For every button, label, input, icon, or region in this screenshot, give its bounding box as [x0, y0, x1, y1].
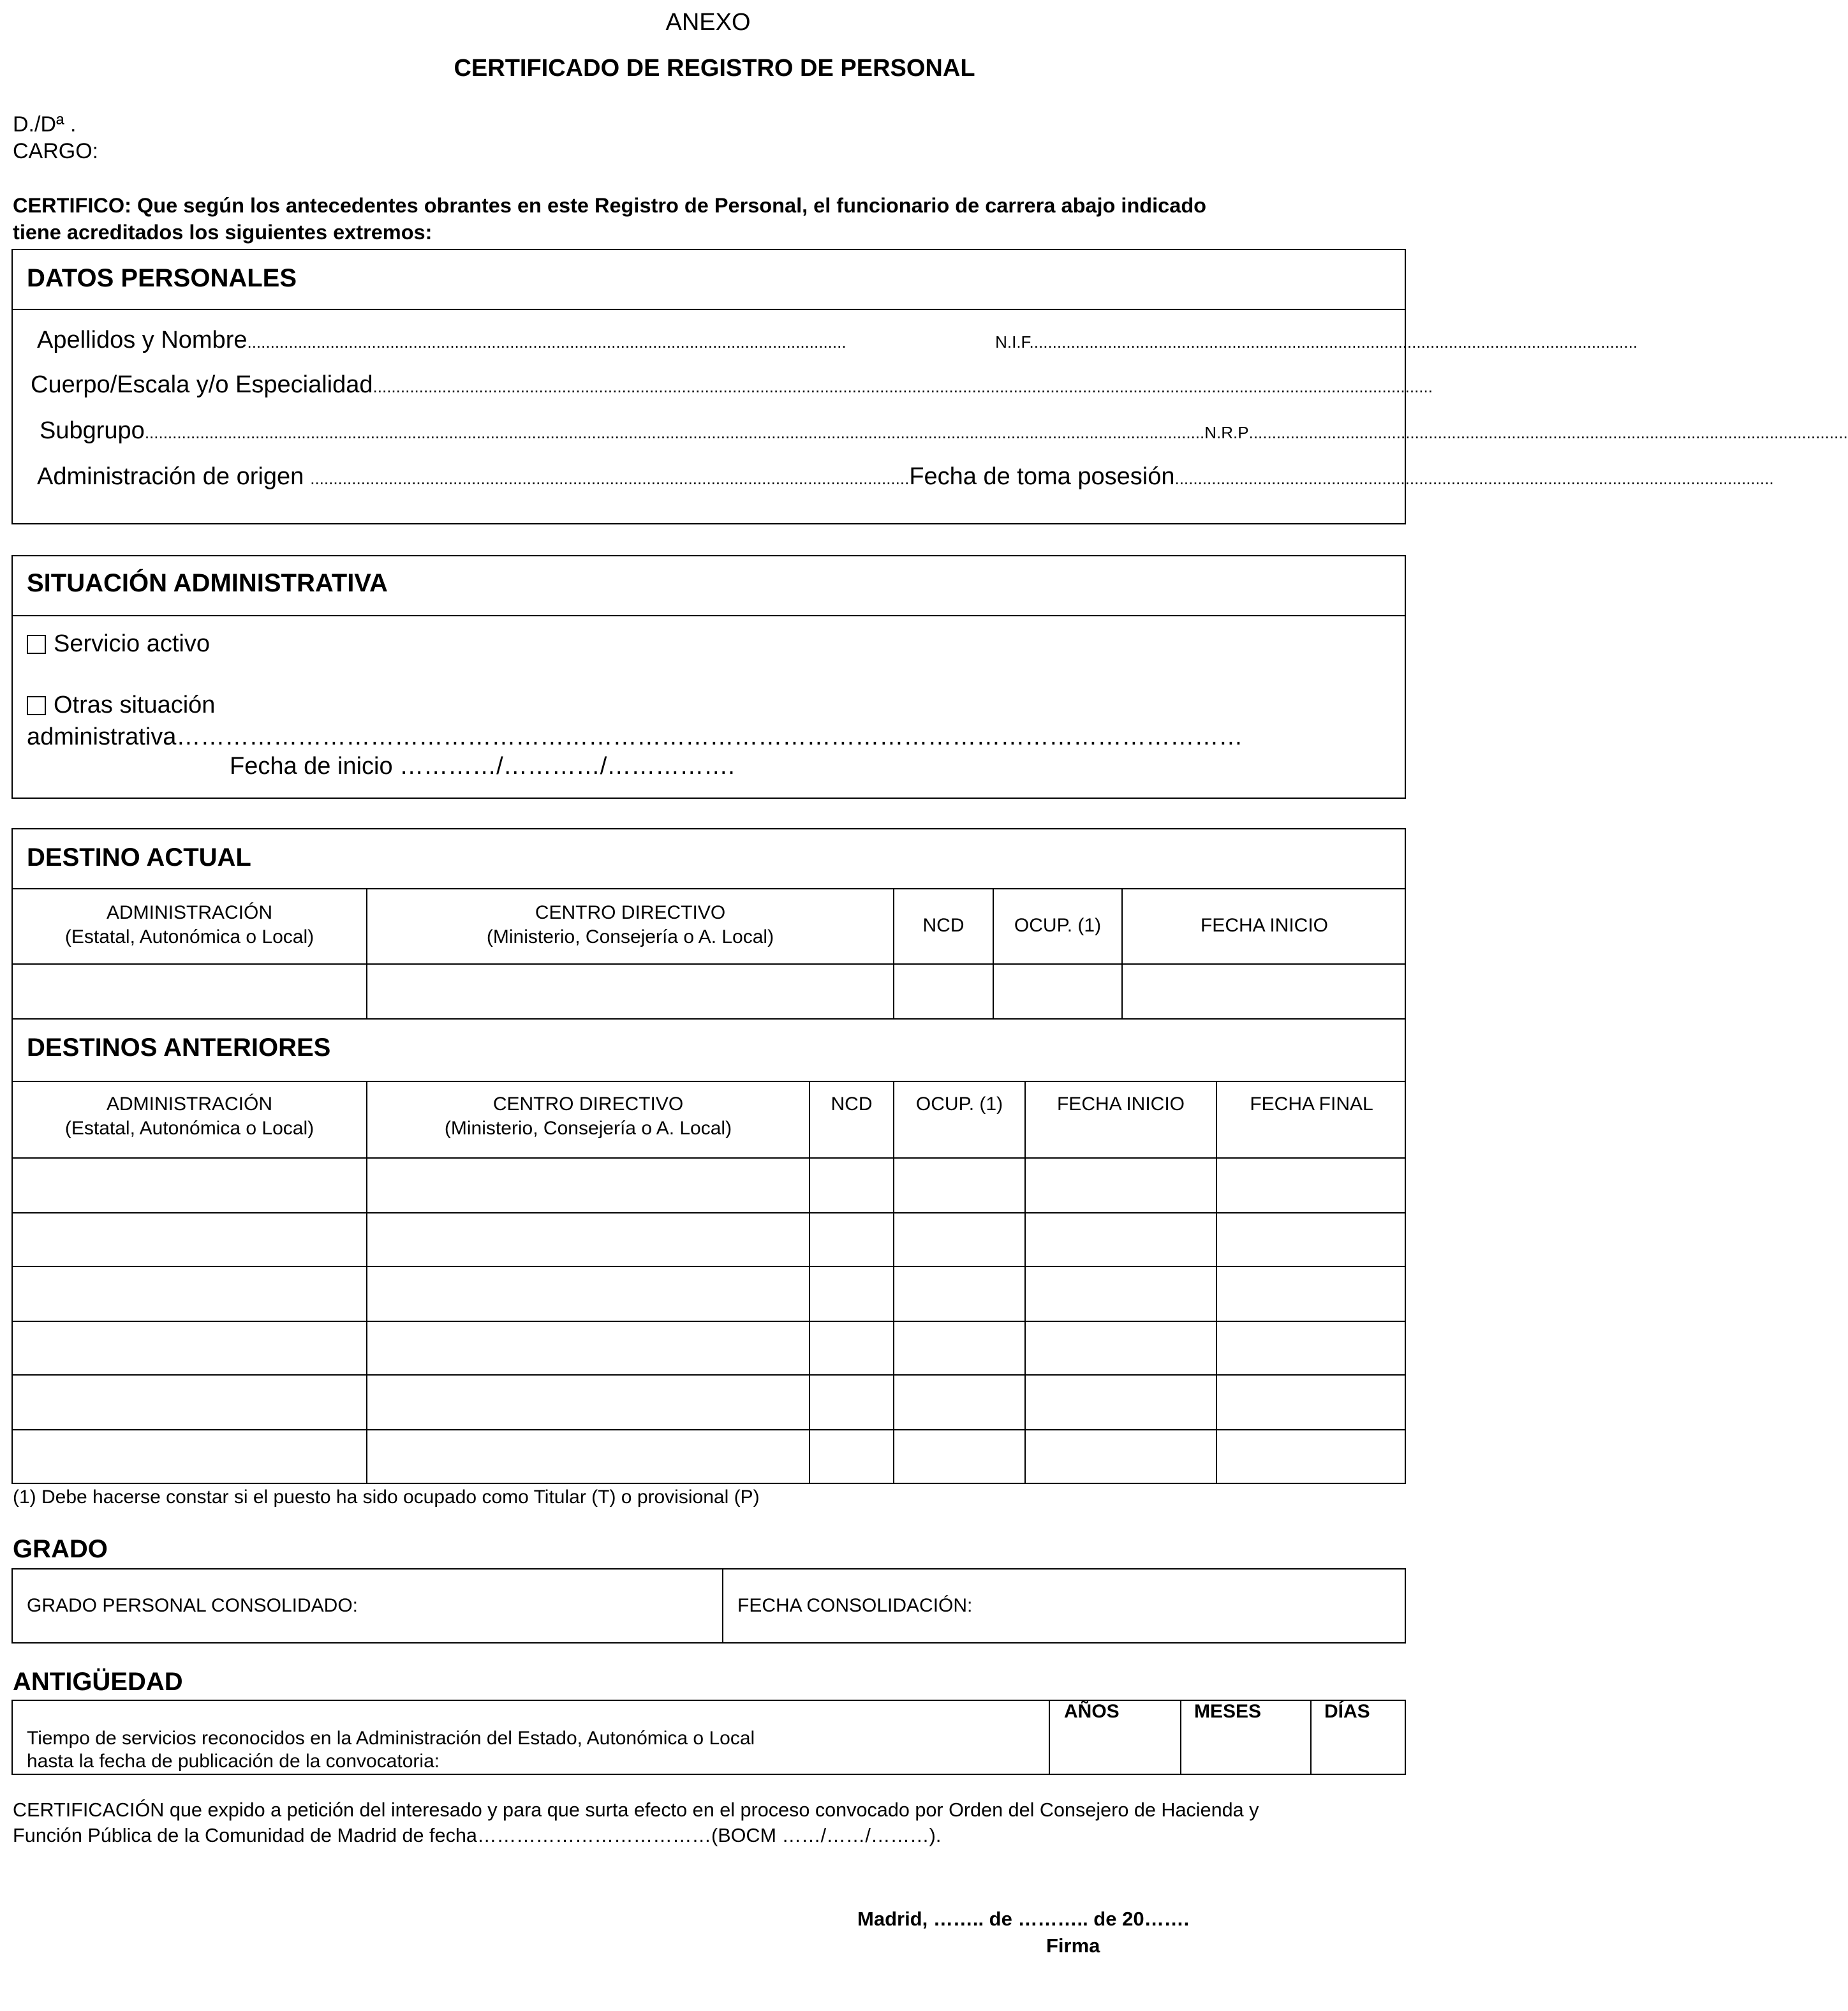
grado-personal-label: GRADO PERSONAL CONSOLIDADO:	[27, 1595, 358, 1616]
document-title: CERTIFICADO DE REGISTRO DE PERSONAL	[454, 55, 975, 82]
ocupacion-footnote: (1) Debe hacerse constar si el puesto ha sido ocupado como Titular (T) o provisional (P)	[13, 1487, 760, 1508]
cuerpo-row	[31, 371, 1433, 399]
destino-actual-col-centro	[367, 901, 893, 949]
fecha-consolidacion-label: FECHA CONSOLIDACIÓN:	[737, 1595, 973, 1616]
meses-input[interactable]	[1181, 1723, 1310, 1774]
destinos-anteriores-col-centro	[367, 1092, 809, 1141]
grado-personal-input[interactable]	[13, 1569, 722, 1642]
meses-label: MESES	[1194, 1701, 1262, 1722]
destino-actual-col-fecha-inicio: FECHA INICIO	[1200, 915, 1329, 936]
administracion-input[interactable]: ..................................................................................................................................	[310, 469, 910, 488]
destinos-anteriores-col-admin-subtitle: (Estatal, Autonómica o Local)	[64, 1118, 314, 1139]
situacion-heading: SITUACIÓN ADMINISTRATIVA	[27, 569, 388, 597]
apellidos-label: Apellidos y Nombre	[37, 327, 248, 353]
destino-actual-col-admin	[13, 901, 366, 949]
lugar-fecha-line: Madrid, …….. de ……….. de 20…….	[857, 1908, 1190, 1930]
anos-label: AÑOS	[1064, 1701, 1120, 1722]
destino-actual-centro-input[interactable]	[367, 965, 893, 1018]
administracion-row	[37, 463, 1774, 491]
fecha-consolidacion-input[interactable]	[723, 1569, 1405, 1642]
destinos-anteriores-row[interactable]	[13, 1430, 1405, 1483]
antiguedad-text-line-1: Tiempo de servicios reconocidos en la Administración del Estado, Autonómica o Local	[27, 1728, 755, 1749]
cargo-field-label: CARGO:	[13, 139, 99, 163]
destino-actual-col-centro-title: CENTRO DIRECTIVO	[535, 902, 726, 923]
administracion-label: Administración de origen	[37, 463, 304, 490]
destinos-anteriores-col-fecha-final: FECHA FINAL	[1250, 1094, 1373, 1115]
dias-label: DÍAS	[1324, 1701, 1370, 1722]
otras-situacion-input[interactable]: ……………………………………………………………………………………………………………………	[176, 724, 1243, 750]
nrp-input[interactable]: ..................................................................................................................................	[1248, 423, 1848, 442]
destinos-anteriores-col-centro-subtitle: (Ministerio, Consejería o A. Local)	[444, 1118, 732, 1139]
destino-actual-ncd-input[interactable]	[894, 965, 993, 1018]
destinos-anteriores-heading: DESTINOS ANTERIORES	[27, 1034, 331, 1062]
fecha-toma-label: Fecha de toma posesión	[909, 463, 1175, 490]
destinos-anteriores-row[interactable]	[13, 1376, 1405, 1429]
otras-situacion-row	[27, 724, 1243, 751]
destinos-anteriores-col-admin	[13, 1092, 366, 1141]
nif-input[interactable]: ..................................................................................................................................	[1039, 332, 1638, 352]
anexo-label: ANEXO	[665, 9, 751, 36]
certificacion-text-line-1: CERTIFICACIÓN que expido a petición del interesado y para que surta efecto en el proceso convocado por Orden del Consejero de Hacienda y	[13, 1799, 1259, 1821]
anos-input[interactable]	[1050, 1723, 1180, 1774]
certifico-text-line-2: tiene acreditados los siguientes extremos:	[13, 221, 432, 244]
antiguedad-text-line-2: hasta la fecha de publicación de la convocatoria:	[27, 1751, 440, 1772]
fecha-inicio-input[interactable]: …………/…………/…………….	[399, 753, 735, 780]
apellidos-row	[37, 327, 1638, 354]
servicio-activo-label: Servicio activo	[54, 630, 210, 657]
subgrupo-input[interactable]: ......................................................................................................................................................................................................................................	[144, 423, 1205, 442]
certificacion-text-line-2: Función Pública de la Comunidad de Madrid de fecha………………………………(BOCM ……/……/………).	[13, 1825, 942, 1846]
destino-actual-admin-input[interactable]	[13, 965, 366, 1018]
datos-personales-heading: DATOS PERSONALES	[27, 264, 297, 292]
otras-situacion-option[interactable]	[27, 692, 215, 719]
grado-heading: GRADO	[13, 1535, 108, 1563]
destino-actual-heading: DESTINO ACTUAL	[27, 843, 251, 872]
destinos-anteriores-col-centro-title: CENTRO DIRECTIVO	[492, 1094, 684, 1115]
destinos-anteriores-row[interactable]	[13, 1267, 1405, 1321]
nif-label: N.I.F..	[995, 332, 1039, 352]
destinos-anteriores-row[interactable]	[13, 1322, 1405, 1374]
cuerpo-input[interactable]: ......................................................................................................................................................................................................................................	[373, 377, 1433, 396]
servicio-activo-checkbox[interactable]	[27, 635, 46, 654]
firma-label: Firma	[1046, 1934, 1100, 1957]
otras-situacion-checkbox[interactable]	[27, 696, 46, 715]
destino-actual-col-admin-title: ADMINISTRACIÓN	[106, 902, 272, 923]
destino-actual-col-ocup: OCUP. (1)	[1014, 915, 1102, 936]
destino-actual-fecha-input[interactable]	[1123, 965, 1406, 1018]
cuerpo-label: Cuerpo/Escala y/o Especialidad	[31, 371, 373, 398]
certifico-text-line-1: CERTIFICO: Que según los antecedentes obrantes en este Registro de Personal, el funcionario de carrera abajo indicado	[13, 194, 1207, 217]
destinos-anteriores-col-admin-title: ADMINISTRACIÓN	[106, 1094, 272, 1115]
apellidos-input[interactable]: ..................................................................................................................................	[247, 332, 846, 352]
nrp-label: N.R.P	[1204, 423, 1249, 442]
subgrupo-row	[40, 417, 1848, 445]
dias-input[interactable]	[1312, 1723, 1405, 1774]
destinos-anteriores-col-ocup: OCUP. (1)	[915, 1094, 1003, 1115]
fecha-inicio-label: Fecha de inicio	[230, 753, 393, 780]
antiguedad-heading: ANTIGÜEDAD	[13, 1668, 183, 1696]
destinos-anteriores-col-ncd: NCD	[831, 1094, 873, 1115]
destino-actual-col-ncd: NCD	[922, 915, 965, 936]
destinos-anteriores-row[interactable]	[13, 1213, 1405, 1266]
destinos-anteriores-col-fecha-inicio: FECHA INICIO	[1056, 1094, 1185, 1115]
servicio-activo-option[interactable]	[27, 630, 210, 658]
fecha-toma-input[interactable]: ..................................................................................................................................	[1174, 469, 1774, 488]
destino-actual-col-centro-subtitle: (Ministerio, Consejería o A. Local)	[486, 926, 774, 947]
dd-field-label: D./Dª .	[13, 112, 77, 137]
destino-actual-col-admin-subtitle: (Estatal, Autonómica o Local)	[64, 926, 314, 947]
destinos-anteriores-row[interactable]	[13, 1159, 1405, 1212]
subgrupo-label: Subgrupo	[40, 417, 145, 444]
fecha-inicio-row	[230, 753, 735, 780]
destino-actual-ocup-input[interactable]	[994, 965, 1121, 1018]
otras-situacion-label: Otras situación	[54, 692, 216, 718]
otras-situacion-label-2: administrativa	[27, 724, 177, 750]
